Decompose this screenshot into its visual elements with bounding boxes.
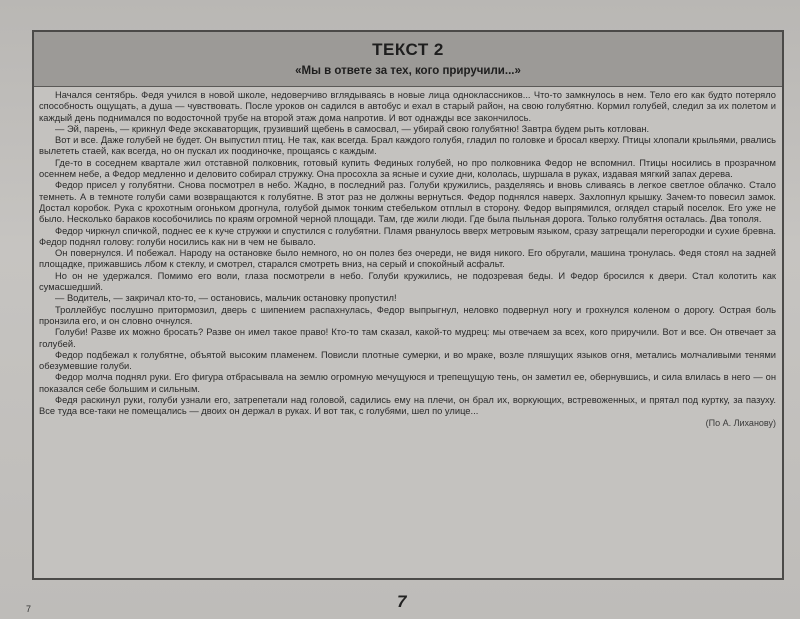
paragraph: Но он не удержался. Помимо его воли, глаза посмотрели в небо. Голуби кружились, не подозревая беды. И Федор бросился к двери. Стал колотить как сумасшедший. bbox=[39, 270, 776, 293]
text-panel bbox=[32, 30, 784, 580]
page-number: 7 bbox=[397, 592, 407, 611]
paragraph: Федор присел у голубятни. Снова посмотрел в небо. Жадно, в последний раз. Голуби кружились, разделяясь и вновь сливаясь в легкое светлое облачко. Стало темнеть. А в темноте голуби сами возвращаются к голубятне. В этот раз не должны вернуться. Федор поднялся наверх. Захлопнул крышку. Зачем-то повесил замок. Достал коробок. Рука с крохотным огоньком дрогнула, голубой дымок тонким стебельком отплыл в сторону. Федор выпрямился, оглядел старый поселок. Его уже не было. Несколько бараков кособочились по краям огромной черной площади. Там, где жили люди. Где была пыльная дорога. Только голубятня осталась. Два тополя. bbox=[39, 180, 776, 225]
paragraph: Он повернулся. И побежал. Народу на остановке было немного, но он полез без очереди, не видя никого. Его обругали, машина тронулась. Федя стоял на задней площадке, прижавшись лбом к стеклу, и смотрел, старался смотреть вниз, на серый и спокойный асфальт. bbox=[39, 248, 776, 270]
paragraph: — Эй, парень, — крикнул Феде экскаваторщик, грузивший щебень в самосвал, — убирай свою голубятню! Завтра будем рыть котлован. bbox=[55, 123, 650, 134]
paragraph: Троллейбус послушно притормозил, дверь с шипением распахнулась, Федор выпрыгнул, неловко подвернул ногу и грохнулся коленом о дорогу. Острая боль пронзила его, и он словно очнулся. bbox=[39, 304, 776, 326]
paragraph: Вот и все. Даже голубей не будет. Он выпустил птиц. Не так, как всегда. Брал каждого голубя, гладил по головке и бросал кверху. Птицы хлопали крыльями, рвались вылететь стаей, как всегда, но он пускал их поодиночке, прощаясь с каждым. bbox=[39, 135, 776, 157]
paragraph: Где-то в соседнем квартале жил отставной полковник, готовый купить Фединых голубей, но про полковника Федор не вспомнил. Птицы носились в прозрачном осеннем небе, а Федор медленно и деловито собирал стружку. Она просохла за ясные и сухие дни, кололась, шуршала в руках, издавая мягкий запах дерева. bbox=[39, 157, 776, 180]
corner-mark: 7 bbox=[26, 604, 32, 614]
text-header bbox=[34, 32, 782, 87]
paragraph: — Водитель, — закричал кто-то, — остановись, мальчик остановку пропустил! bbox=[55, 293, 397, 304]
text-body bbox=[39, 90, 776, 574]
text-title: ТЕКСТ 2 bbox=[372, 40, 444, 59]
paragraph: Федя раскинул руки, голуби узнали его, затрепетали над головой, садились ему на плечи, он брал их, воркующих, встревоженных, и прятал под куртку, за пазуху. Все туда все-таки не помещались — двоих он держал в руках. И вот так, с голубями, шел по улице... bbox=[39, 395, 776, 417]
paragraph: Голуби! Разве их можно бросать? Разве он имел такое право! Кто-то там сказал, какой-то мудрец: мы отвечаем за всех, кого приручили. Вот и все. Он отвечает за голубей. bbox=[39, 327, 776, 349]
text-subtitle: «Мы в ответе за тех, кого приручили...» bbox=[295, 65, 521, 77]
paragraph: Федор молча поднял руки. Его фигура отбрасывала на землю огромную мечущуюся и трепещущую тень, он заметил ее, обернувшись, и сила влилась в него — он показался себе большим и сильным. bbox=[39, 372, 776, 394]
paragraph: Федор подбежал к голубятне, объятой высоким пламенем. Повисли плотные сумерки, и во мраке, возле пляшущих языков огня, метались молчаливыми тенями обезумевшие голуби. bbox=[39, 349, 776, 372]
paragraph: Начался сентябрь. Федя учился в новой школе, недоверчиво вглядываясь в новые лица одноклассников... Что-то замкнулось в нем. Тело его как будто потеряло способность ощущать, а душа — чувствовать. После уроков он садился в автобус и ехал в старый район, на свою голубятню. Кормил голубей, следил за их полетом и каждый день поднимался по водосточной трубе на второй этаж дома напротив. И вот однажды все закончилось. bbox=[39, 90, 776, 123]
paragraph: Федор чиркнул спичкой, поднес ее к куче стружки и спустился с голубятни. Пламя рванулось вверх метровым языком, сразу затрещали перегородки и сухие бревна. Федор поднял голову: голуби носились как ни в чем не бывало. bbox=[39, 225, 776, 247]
attribution: (По А. Лиханову) bbox=[705, 417, 776, 428]
